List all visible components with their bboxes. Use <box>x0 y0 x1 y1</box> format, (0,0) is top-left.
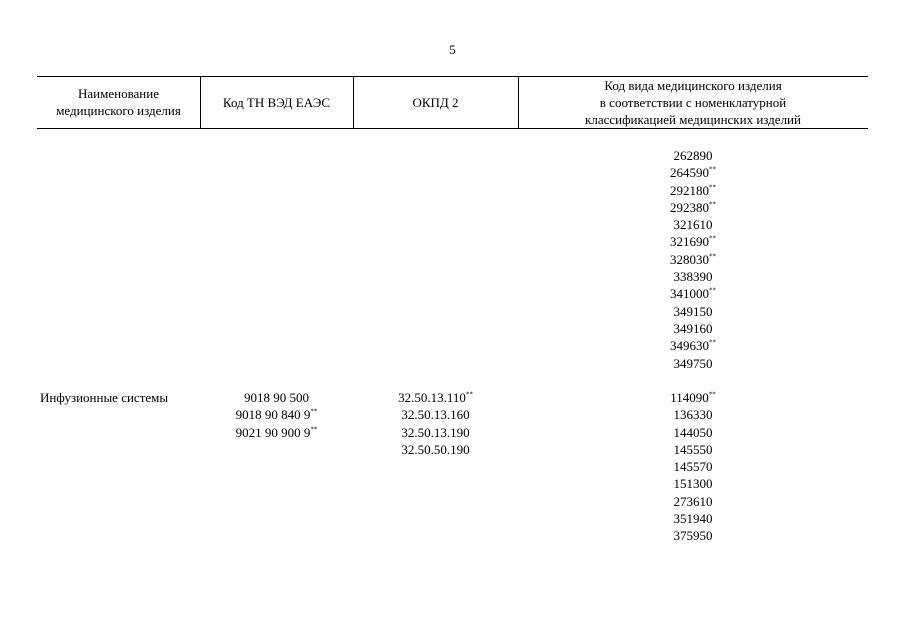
footnote-marker: ** <box>310 407 318 416</box>
nomenclature-code-value: 351940 <box>673 511 713 527</box>
tnved-code <box>200 424 353 441</box>
nomenclature-code <box>518 406 868 423</box>
footnote-marker: ** <box>465 390 473 399</box>
okpd-code-value: 32.50.13.190 <box>401 424 470 440</box>
nomenclature-code <box>518 285 868 302</box>
okpd-code <box>353 389 518 406</box>
okpd-code <box>353 406 518 423</box>
okpd-code <box>353 424 518 441</box>
row-infusion-name <box>40 389 200 406</box>
nomenclature-code <box>518 510 868 527</box>
nomenclature-code-value: 145570 <box>673 459 713 475</box>
nomenclature-code-value: 292180 <box>670 182 709 198</box>
nomenclature-code-value: 114090 <box>670 390 709 405</box>
header-nomenclature-code <box>518 76 868 128</box>
okpd-code-value: 32.50.50.190 <box>401 441 470 457</box>
nomenclature-code <box>518 182 868 199</box>
tnved-code-value: 9018 90 840 9 <box>235 407 311 423</box>
nomenclature-code <box>518 164 868 181</box>
nomenclature-code-value: 145550 <box>673 441 713 457</box>
footnote-marker: ** <box>310 425 318 434</box>
nomenclature-code-value: 321610 <box>673 217 713 233</box>
nomenclature-code <box>518 233 868 250</box>
header-nomenclature-line: классификацией медицинских изделий <box>585 111 801 127</box>
nomenclature-code-value: 144050 <box>673 424 713 440</box>
header-okpd-label: ОКПД 2 <box>412 94 459 110</box>
footnote-marker: ** <box>709 338 716 347</box>
nomenclature-code-value: 321690 <box>670 234 709 250</box>
nomenclature-code-value: 328030 <box>670 251 709 267</box>
header-tnved-label: Код ТН ВЭД ЕАЭС <box>222 94 331 110</box>
row-infusion-tnved-codes <box>200 389 353 441</box>
nomenclature-code <box>518 251 868 268</box>
tnved-code-value: 9018 90 500 <box>244 390 309 405</box>
nomenclature-code-value: 349630 <box>670 338 709 354</box>
okpd-code <box>353 441 518 458</box>
header-nomenclature-line: Код вида медицинского изделия <box>604 77 782 93</box>
tnved-code <box>200 406 353 423</box>
footnote-marker: ** <box>709 287 716 296</box>
tnved-code-value: 9021 90 900 9 <box>235 424 311 440</box>
nomenclature-code <box>518 389 868 406</box>
header-tnved-code <box>200 76 353 128</box>
nomenclature-code <box>518 441 868 458</box>
footnote-marker: ** <box>709 165 716 174</box>
header-okpd-code <box>353 76 518 128</box>
nomenclature-code-value: 273610 <box>673 493 713 509</box>
nomenclature-code <box>518 320 868 337</box>
header-nomenclature-line: в соответствии с номенклатурной <box>599 94 787 110</box>
footnote-marker: ** <box>709 252 716 261</box>
table-header-bottom-rule <box>37 128 868 129</box>
tnved-code <box>200 389 353 406</box>
nomenclature-code <box>518 527 868 544</box>
row-infusion-okpd-codes <box>353 389 518 458</box>
continued-nomenclature-codes <box>518 147 868 372</box>
device-name: Инфузионные системы <box>40 390 169 405</box>
page-number: 5 <box>449 42 456 57</box>
nomenclature-code-value: 264590 <box>670 165 709 181</box>
nomenclature-code-value: 338390 <box>673 269 713 285</box>
nomenclature-code-value: 375950 <box>673 528 713 544</box>
nomenclature-code <box>518 303 868 320</box>
footnote-marker: ** <box>708 390 716 399</box>
nomenclature-code <box>518 424 868 441</box>
nomenclature-code-value: 349150 <box>673 303 713 319</box>
footnote-marker: ** <box>709 235 716 244</box>
nomenclature-code <box>518 216 868 233</box>
nomenclature-code <box>518 147 868 164</box>
nomenclature-code <box>518 268 868 285</box>
header-device-name-line: медицинского изделия <box>56 103 181 118</box>
header-device-name <box>37 76 200 128</box>
nomenclature-code <box>518 355 868 372</box>
nomenclature-code <box>518 475 868 492</box>
nomenclature-code-value: 151300 <box>673 476 713 492</box>
nomenclature-code-value: 341000 <box>670 286 709 302</box>
footnote-marker: ** <box>709 183 716 192</box>
nomenclature-code <box>518 199 868 216</box>
nomenclature-code-value: 292380 <box>670 199 709 215</box>
footnote-marker: ** <box>709 200 716 209</box>
nomenclature-code-value: 262890 <box>673 148 713 163</box>
nomenclature-code <box>518 458 868 475</box>
nomenclature-code-value: 349750 <box>673 355 713 371</box>
nomenclature-code <box>518 493 868 510</box>
nomenclature-code <box>518 337 868 354</box>
row-infusion-nomenclature-codes <box>518 389 868 545</box>
nomenclature-code-value: 136330 <box>673 407 713 423</box>
header-device-name-line: Наименование <box>78 86 159 101</box>
nomenclature-code-value: 349160 <box>673 320 713 336</box>
okpd-code-value: 32.50.13.110 <box>398 390 466 405</box>
okpd-code-value: 32.50.13.160 <box>401 407 470 423</box>
